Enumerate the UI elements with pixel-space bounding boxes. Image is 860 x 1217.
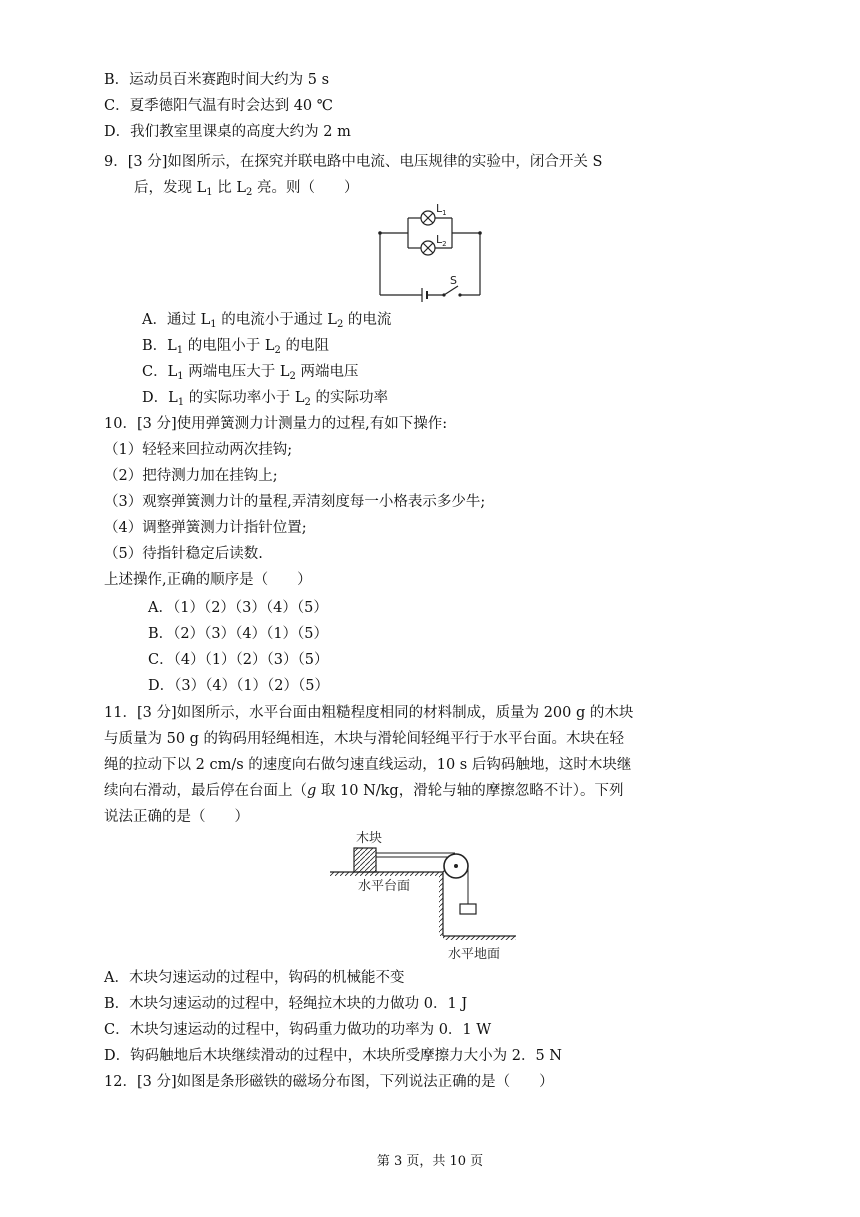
- q9-stem-line1: 9．[3 分]如图所示，在探究并联电路中电流、电压规律的实验中，闭合开关 S: [104, 154, 603, 170]
- q11-stem-line5: 说法正确的是（ ）: [104, 809, 249, 825]
- q10-step-5: （5）待指针稳定后读数.: [104, 546, 263, 562]
- q10-option-b: B．（2）（3）（4）（1）（5）: [148, 626, 329, 642]
- q8-option-d: D．我们教室里课桌的高度大约为 2 m: [104, 124, 351, 140]
- q11-stem-line1: 11．[3 分]如图所示，水平台面由粗糙程度相同的材料制成，质量为 200 g 的木块: [104, 705, 634, 721]
- page-footer: 第 3 页，共 10 页: [376, 1154, 484, 1169]
- lamp-l2-label: $L_2$: [436, 233, 447, 248]
- q12-stem: 12．[3 分]如图是条形磁铁的磁场分布图，下列说法正确的是（ ）: [104, 1074, 554, 1090]
- q10-step-1: （1）轻轻来回拉动两次挂钩;: [104, 442, 293, 458]
- ground-label: 水平地面: [448, 947, 501, 962]
- table-label: 水平台面: [358, 879, 411, 894]
- q8-option-c: C．夏季德阳气温有时会达到 40 ℃: [104, 98, 333, 114]
- q11-option-d: D．钩码触地后木块继续滑动的过程中，木块所受摩擦力大小为 2．5 N: [104, 1048, 562, 1064]
- q9-option-d: D．$L_1$ 的实际功率小于 $L_2$ 的实际功率: [142, 390, 388, 408]
- pulley-block-diagram: [330, 826, 530, 966]
- wooden-block: [354, 848, 376, 872]
- q9-option-b: B．$L_1$ 的电阻小于 $L_2$ 的电阻: [142, 338, 330, 356]
- block-label: 木块: [356, 831, 383, 846]
- q10-stem: 10．[3 分]使用弹簧测力计测量力的过程,有如下操作:: [104, 416, 448, 432]
- lamp-l1-label: $L_1$: [436, 202, 447, 217]
- q10-option-a: A．（1）（2）（3）（4）（5）: [148, 600, 328, 616]
- q9-stem-line2: 后，发现 $L_1$ 比 $L_2$ 亮。则（ ）: [134, 180, 359, 198]
- hook-weight: [460, 904, 476, 914]
- q9-option-c: C．$L_1$ 两端电压大于 $L_2$ 两端电压: [142, 364, 359, 382]
- switch-s-label: S: [450, 274, 457, 287]
- q11-stem-line2: 与质量为 50 g 的钩码用轻绳相连，木块与滑轮间轻绳平行于水平台面。木块在轻: [104, 731, 625, 747]
- q10-step-3: （3）观察弹簧测力计的量程,弄清刻度每一小格表示多少牛;: [104, 494, 486, 510]
- q11-stem-line3: 绳的拉动下以 2 cm/s 的速度向右做匀速直线运动，10 s 后钩码触地，这时木块继: [104, 757, 632, 773]
- q10-step-4: （4）调整弹簧测力计指针位置;: [104, 520, 307, 536]
- q11-stem-line4: 续向右滑动，最后停在台面上（g 取 10 N/kg，滑轮与轴的摩擦忽略不计）。下列: [104, 783, 624, 799]
- q10-option-d: D．（3）（4）（1）（2）（5）: [148, 678, 330, 694]
- parallel-circuit-diagram: [372, 200, 490, 304]
- q10-step-2: （2）把待测力加在挂钩上;: [104, 468, 278, 484]
- q9-option-a: A．通过 $L_1$ 的电流小于通过 $L_2$ 的电流: [142, 312, 392, 330]
- q11-option-a: A．木块匀速运动的过程中，钩码的机械能不变: [104, 970, 405, 986]
- q10-option-c: C．（4）（1）（2）（3）（5）: [148, 652, 329, 668]
- q10-question: 上述操作,正确的顺序是（ ）: [104, 572, 312, 588]
- q11-option-b: B．木块匀速运动的过程中，轻绳拉木块的力做功 0．1 J: [104, 996, 468, 1012]
- q11-option-c: C．木块匀速运动的过程中，钩码重力做功的功率为 0．1 W: [104, 1022, 492, 1038]
- q8-option-b: B．运动员百米赛跑时间大约为 5 s: [104, 72, 330, 88]
